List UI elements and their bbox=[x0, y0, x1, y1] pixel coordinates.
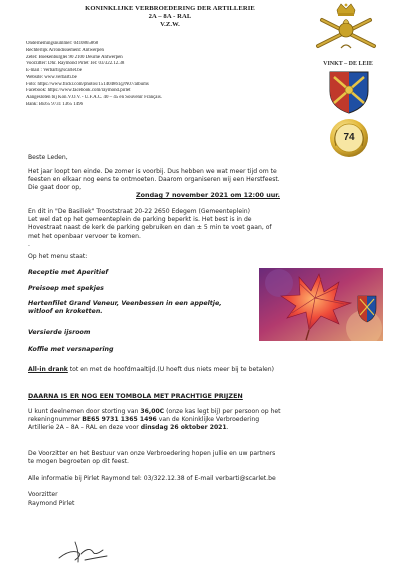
org-info-line: Zetel: Boekenburglei 90 2100 Deurne Antwerpen bbox=[26, 54, 123, 60]
closing-line: te mogen begroeten op dit feest. bbox=[28, 458, 129, 466]
payment-paragraph bbox=[28, 408, 388, 433]
payment-text: . bbox=[226, 424, 229, 432]
org-title-line: 2A – 8A - RAL bbox=[148, 13, 192, 20]
payment-text: (onze kas legt bij) per persoon op het bbox=[164, 408, 281, 415]
contact-line: Alle informatie bij Pirlet Raymond tel: 03/322.12.38 of E-mail verbarti@scarlet.be bbox=[28, 475, 276, 482]
location-paragraph bbox=[28, 208, 388, 249]
regiment-shield-icon bbox=[325, 69, 373, 115]
handwritten-signature-icon bbox=[55, 536, 110, 564]
intro-paragraph bbox=[28, 168, 388, 193]
org-info-line: E-mail : Verbarti@scarlet.be bbox=[26, 68, 82, 73]
intro-line: Het jaar loopt ten einde. De zomer is voorbij. Dus hebben we wat meer tijd om te bbox=[28, 168, 277, 175]
org-info-block bbox=[26, 41, 271, 109]
location-line: met het openbaar vervoer te komen. bbox=[28, 232, 141, 240]
menu-item: Preisoep met spekjes bbox=[28, 285, 104, 292]
menu-intro: Op het menu staat: bbox=[28, 253, 88, 260]
bank-account: BE65 9731 1365 1496 bbox=[82, 416, 157, 424]
location-line: En dit in "De Basiliek" Trooststraat 20-22 2650 Edegem (Gemeenteplein) bbox=[28, 208, 251, 215]
payment-text: rekeningnummer bbox=[28, 416, 83, 424]
location-line: . bbox=[28, 240, 30, 248]
org-info-line: Website: www.verbarti.be bbox=[26, 74, 77, 80]
payment-text: Artillerie 2A – 8A – RAL en deze voor bbox=[28, 424, 141, 432]
org-info-line: Bank: BE65 9731 1365 1496 bbox=[26, 101, 84, 107]
vinkt-label: VINKT – DE LEIE bbox=[323, 61, 373, 67]
org-info-line: Ondernemingsnummer: 0410865868 bbox=[26, 41, 99, 46]
menu-item: Koffie met versnapering bbox=[28, 346, 114, 353]
location-line: Hovestraat naast de kerk de parking gebruiken en dan ± 5 min te voet gaan, of bbox=[28, 224, 272, 232]
payment-text: van de Koninklijke Verbroedering bbox=[156, 416, 260, 424]
payment-deadline: dinsdag 26 oktober 2021 bbox=[140, 424, 227, 432]
autumn-leaf-photo bbox=[259, 268, 383, 341]
closing-line: De Voorzitter en het Bestuur van onze Verbroedering hopen jullie en uw partners bbox=[28, 450, 276, 457]
drinks-line bbox=[28, 366, 388, 374]
drinks-text: tot en met de hoofdmaaltijd.(U hoeft dus niets meer bij te betalen) bbox=[67, 366, 275, 373]
org-info-line: Voorzitter: Dhr. Raymond Pirlet Tel: 03/322.12.38 bbox=[26, 61, 125, 67]
drinks-highlight: All-in drank bbox=[28, 366, 68, 373]
org-info-line: Foto: https://www.flickr.com/photos/151404861@N07/albums bbox=[26, 81, 149, 87]
signer-name: Raymond Pirlet bbox=[28, 499, 75, 507]
payment-text: U kunt deelnemen door storting van bbox=[28, 408, 141, 415]
artillery-crest-icon bbox=[310, 2, 382, 54]
org-title-line: KONINKLIJKE VERBROEDERING DER ARTILLERIE bbox=[85, 5, 255, 12]
org-info-line: Aangesloten bij Kon.V.O.V. - U.F.A.C. 40 – 45 en Souvenir Français. bbox=[26, 95, 162, 100]
menu-item: Hertenfilet Grand Veneur, Veenbessen in een appeltje, witloof en kroketten. bbox=[28, 300, 222, 316]
medal-number: 74 bbox=[343, 132, 355, 143]
menu-item: Versierde ijsroom bbox=[28, 329, 91, 336]
org-title bbox=[60, 5, 280, 29]
intro-line: Die gaat door op, bbox=[28, 184, 82, 192]
intro-line: feesten en elkaar nog eens te ontmoeten. Daarom organiseren wij een Herstfeest. bbox=[28, 176, 280, 184]
event-date: Zondag 7 november 2021 om 12:00 uur. bbox=[136, 191, 280, 199]
menu-item: Receptie met Aperitief bbox=[28, 269, 109, 276]
org-title-line: V.Z.W. bbox=[160, 21, 180, 28]
signer-role: Voorzitter bbox=[28, 491, 58, 498]
payment-amount: 36,00C bbox=[140, 408, 165, 415]
org-info-line: Rechterlijk Arrondissement: Antwerpen bbox=[26, 47, 104, 53]
greeting: Beste Leden, bbox=[28, 154, 68, 161]
signature-block bbox=[28, 491, 388, 508]
tombola-heading: DAARNA IS ER NOG EEN TOMBOLA MET PRACHTIGE PRIJZEN bbox=[28, 392, 243, 400]
closing-paragraph bbox=[28, 450, 388, 466]
org-info-line: Facebook: https://www.facebook.com/raymond.pirlet bbox=[26, 88, 131, 94]
location-line: Let wel dat op het gemeenteplein de parking beperkt is. Het best is in de bbox=[28, 216, 252, 224]
